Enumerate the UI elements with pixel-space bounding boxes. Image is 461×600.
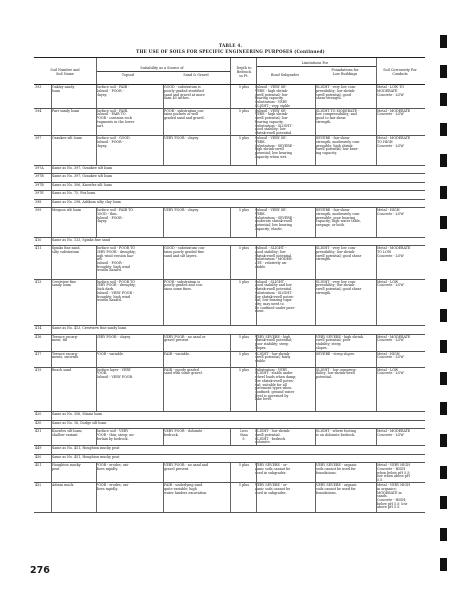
soil-number: 410 [35, 237, 42, 242]
index-tab-mark [440, 340, 447, 353]
same-as-note: Same as No. 16, Dodge silt loam [52, 420, 107, 425]
soil-number: 416 [35, 334, 42, 339]
table-row [34, 455, 425, 464]
table-row [34, 352, 425, 368]
soil-name: Ozaukee silt loam [52, 136, 82, 141]
same-as-note: Same as No. 451, Houghton mucky peat [52, 446, 120, 451]
same-as-note: Same as No. 75, Fox loam [52, 191, 96, 196]
topsoil-suitability: Surface soil - POOR TO VERY POOR - droughty; thick dark. Subsoil - VERY POOR - droughty; high wind erosion hazard. [96, 279, 137, 303]
road-subgrade-limitation: VERY SEVERE - or- ganic soils cannot be used in subgrades. [255, 483, 291, 495]
foundation-limitation: SLIGHT - very low com- pressibility; low shrink- swell potential; good shear strength. [316, 85, 356, 101]
index-tab-mark [440, 35, 447, 48]
sand-gravel-suitability: VERY POOR - no sand and gravel present. [164, 463, 209, 471]
table-body [34, 85, 425, 513]
same-as-note: Same as No. 397, Ozaukee silt loam [52, 174, 113, 179]
index-tab-mark [440, 65, 447, 78]
soil-number: 397B [35, 174, 44, 179]
road-subgrade-limitation: VERY SEVERE - high shrink-swell potential; poor stability; steep slopes. [255, 334, 293, 350]
conduit-corrosivity: Metal - HIGH Concrete - LOW [377, 351, 404, 360]
soil-name: Knowles silt loam, shallow variant [52, 429, 83, 437]
index-tab-mark [440, 123, 447, 136]
header-soil-number: Soil Number and Soil Name [50, 68, 80, 76]
table-row [34, 174, 425, 183]
table-row [34, 446, 425, 455]
soil-number: 451 [35, 463, 42, 468]
conduit-corrosivity: Metal - VERY HIGH Concrete - HIGH when below pH 5.5; low when above pH 5.5. [377, 463, 411, 482]
sand-gravel-suitability: VERY POOR - clayey. [164, 208, 199, 213]
table-row [34, 280, 425, 327]
soil-number: 413 [35, 279, 42, 284]
page-number: 276 [30, 565, 50, 576]
same-as-note: Same as No. 298, Ashkum silty clay loam [52, 199, 121, 204]
header-road-subgrades: Road Subgrades [270, 73, 300, 77]
header-depth-to-bedrock: Depth to Bedrock in Ft. [236, 66, 252, 78]
sand-gravel-suitability: FAIR - variable. [164, 351, 190, 356]
table-row [34, 200, 425, 209]
index-tab-mark [440, 248, 447, 261]
foundation-limitation: SLIGHT - low compress- ibility; low shrink-swell potential. [316, 367, 357, 380]
sand-gravel-suitability: VERY POOR - no sand or gravel present [164, 334, 206, 343]
foundation-limitation: SEVERE - steep slopes. [316, 351, 356, 356]
soil-number: 397A [35, 165, 44, 170]
road-subgrade-limitation: SLIGHT - low shrink- swell potential. SLIGHT - bedrock dolomite. [255, 429, 291, 445]
depth-to-bedrock: 5 plus [238, 279, 250, 284]
table-row [34, 429, 425, 446]
soil-number: 414 [35, 326, 42, 331]
index-tab-mark [440, 154, 447, 167]
road-subgrade-limitation: Substratum - VERY SLIGHT - stable under wheel loads when damp; low shrink-swell poten- tial; suitable for all pavement types when confined; ground water level is governed by lake level. [255, 367, 297, 402]
conduit-corrosivity: Metal - MODERATE Concrete - LOW [377, 108, 411, 117]
conduit-corrosivity: Metal - LOW Concrete - LOW [377, 367, 404, 376]
sand-gravel-suitability: FAIR - poorly graded sand with some gravel. [164, 367, 203, 376]
index-tab-mark [440, 309, 447, 322]
header-topsoil: Topsoil [121, 73, 135, 77]
soil-number: 449 [35, 446, 42, 451]
soil-number: 397B [35, 182, 44, 187]
foundation-limitation: SLIGHT - very low com- pressibility; low shrink- swell potential; good shear strength. [316, 246, 362, 262]
topsoil-suitability: Surface soil - FAIR. Subsoil - FAIR TO POOR - contains rock fragments in the lower part. [96, 108, 135, 128]
same-as-note: Same as No. 306, Knowles silt loam [52, 182, 112, 187]
road-subgrade-limitation: Subsoil - VERY SE- VERE. Substratum - SEVERE - moderate shrink-swell potential; low bearing capacity; elastic. [255, 208, 295, 231]
table-row [34, 335, 425, 352]
road-subgrade-limitation: Subsoil - SLIGHT - good stability; low shrink-swell potential. Substratum - MODER- ATE - relatively un- stable. [255, 246, 293, 269]
road-subgrade-limitation: Subsoil - VERY SE- VERE. Substratum - SEVERE - high shrink-swell potential; low bearing capacity when wet. [255, 136, 295, 159]
conduit-corrosivity: Metal - LOW TO MODERATE Concrete - LOW [377, 85, 405, 97]
foundation-limitation: SLIGHT - where footing is on dolomite bedrock. [316, 429, 356, 437]
soil-number: 399 [35, 208, 42, 213]
depth-to-bedrock: 5 plus [238, 136, 250, 141]
depth-to-bedrock: 5 plus [238, 367, 250, 372]
table-row [34, 368, 425, 413]
index-tab-mark [440, 528, 447, 541]
soil-number: 431 [35, 429, 42, 434]
sand-gravel-suitability: FAIR - underlying sand quite variable; high water hinders excavation. [164, 483, 208, 495]
index-tab-mark [440, 186, 447, 199]
soil-number: 430 [35, 420, 42, 425]
sand-gravel-suitability: VERY POOR - dolomite bedrock. [164, 429, 203, 437]
same-as-note: Same as No. 133, Spinks fine sand [52, 237, 110, 242]
topsoil-suitability: POOR - erodes; oxi- dizes rapidly. [96, 463, 129, 471]
sand-gravel-suitability: GOOD - substratum con- tains poorly graded fine sand and silt layers. [164, 246, 206, 258]
soil-number: 393 [35, 85, 42, 90]
foundation-limitation: VERY SEVERE - high shrink swell potential; poor stability; steep slopes. [316, 334, 363, 350]
header-corrosivity: Soil Corrosivity For Conduits [383, 68, 417, 76]
foundation-limitation: SLIGHT - very low com- pressibility; low shrink- swell potential; good shear strength. [316, 279, 362, 295]
foundation-limitation: SLIGHT TO MODERATE - low compressibility; and good to fair shear strength. [316, 108, 360, 124]
soil-number: 419 [35, 367, 42, 372]
soil-number: 452 [35, 483, 42, 488]
table-row [34, 463, 425, 483]
header-suitability-group: Suitability as a Source of [140, 66, 184, 70]
table-row [34, 85, 425, 109]
soil-name: Mequon silt loam [52, 208, 82, 213]
index-tab-mark [440, 496, 447, 509]
road-subgrade-limitation: Subsoil - VERY SE- VERE - high shrink- swell potential; low bearing capacity. Substratum - VERY SLIGHT - very stable [255, 85, 291, 108]
sand-gravel-suitability: POOR - substratum is poorly graded and con- tains some fines. [164, 279, 203, 292]
topsoil-suitability: POOR - erodes; oxi- dizes rapidly. [96, 483, 129, 491]
soil-name: Crestview fine sandy loam [52, 279, 77, 288]
soil-name: Terrace escarp- ments, outwash [52, 351, 79, 360]
conduit-corrosivity: Metal - MODERATE TO HIGH Concrete - LOW [377, 136, 411, 148]
soil-number: 420 [35, 412, 42, 417]
topsoil-suitability: VERY POOR - clayey. [96, 334, 131, 339]
same-as-note: Same as No. 356, Miami loam [52, 412, 103, 417]
soil-name: Terrace escarp- ment, till [52, 334, 79, 343]
same-as-note: Same as No. 413, Crestview fine sandy loam [52, 326, 127, 331]
depth-to-bedrock: 5 plus [238, 246, 250, 251]
road-subgrade-limitation: Subsoil - SLIGHT - good stability and low shrink-swell potential. Substratum - SLIGHT - low shrink-swell poten- tial; low bearing capa- city; may need to be confined under pave- ment. [255, 279, 296, 314]
table-row [34, 238, 425, 247]
topsoil-suitability: Surface soil - GOOD. Subsoil - POOR - clayey. [96, 136, 131, 148]
depth-to-bedrock: 5 plus [238, 463, 250, 468]
table-row [34, 412, 425, 421]
soil-name: Beach sand [52, 367, 72, 372]
soil-name: Spinks fine sand, silty substratum [52, 246, 81, 254]
topsoil-suitability: Surface soil - FAIR TO GOOD - thin. Subsoil - POOR - clayey. [96, 208, 134, 224]
topsoil-suitability: POOR - variable. [96, 351, 124, 356]
soil-name: Houghton mucky peat [52, 463, 81, 471]
conduit-corrosivity: Metal - VERY HIGH in organics; MODERATE in sands. Concrete - HIGH; below pH 5.5; low above pH 5.5. [377, 483, 410, 510]
index-tab-mark [440, 93, 447, 106]
foundation-limitation: SEVERE - fair shear strength; moderately com- pressible; high shrink- swell potential; low bear- ing capacity. [316, 136, 361, 155]
table-header [34, 58, 425, 85]
soil-number: 394 [35, 108, 42, 113]
index-tab-mark [440, 402, 447, 415]
road-subgrade-limitation: Subsoil - VERY SE- VERE - high shrink- swell potential; low bearing capacity. Substratum - SLIGHT - good stability; low shrink-swell potential. [255, 108, 294, 135]
soil-name: Adrian muck [52, 483, 74, 488]
header-sand-gravel: Sand & Gravel [183, 73, 209, 77]
soil-number: 417 [35, 351, 42, 356]
foundation-limitation: SEVERE - fair shear strength; moderately com- pressible; poor bearing capacity; high water table, seepage, or both. [316, 208, 361, 227]
table-title: TABLE 4. [218, 43, 243, 48]
depth-to-bedrock: 5 plus [238, 351, 250, 356]
table-row [34, 483, 425, 513]
engineering-soils-table [34, 57, 425, 513]
header-foundations: Foundations for Low Buildings [331, 68, 359, 76]
depth-to-bedrock: 5 plus [238, 483, 250, 488]
road-subgrade-limitation: SLIGHT - low shrink- swell potential; fairly stable. [255, 351, 291, 364]
depth-to-bedrock: 5 plus [238, 85, 250, 90]
soil-number: 397 [35, 136, 42, 141]
depth-to-bedrock: Less than 5. [240, 429, 248, 441]
conduit-corrosivity: Metal - LOW Concrete - LOW [377, 279, 404, 288]
conduit-corrosivity: Metal - HIGH Concrete - LOW [377, 208, 404, 216]
topsoil-suitability: Surface soil - FAIR - Subsoil - POOR - clayey. [96, 85, 130, 97]
soil-number: 397E [35, 191, 44, 196]
depth-to-bedrock: 5 plus [238, 334, 250, 339]
sand-gravel-suitability: POOR - substratum con- tains pockets of well graded sand and gravel. [164, 108, 205, 121]
table-row [34, 136, 425, 166]
soil-number: 398 [35, 199, 42, 204]
index-tab-mark [440, 558, 447, 571]
foundation-limitation: VERY SEVERE - organic soils cannot be used for foundations. [316, 463, 357, 475]
depth-to-bedrock: 5 plus [238, 108, 250, 113]
same-as-note: Same as No. 397, Ozaukee silt loam [52, 165, 113, 170]
road-subgrade-limitation: VERY SEVERE - or- ganic soils cannot be used in subgrades. [255, 463, 291, 475]
table-row [34, 183, 425, 192]
conduit-corrosivity: Metal - MODERATE TO LOW Concrete - LOW [377, 246, 411, 258]
table-row [34, 326, 425, 335]
sand-gravel-suitability: VERY POOR - clayey. [164, 136, 199, 141]
topsoil-suitability: Surface layer - VERY POOR. Subsoil - VERY POOR. [96, 367, 134, 380]
header-limitations-group: Limitations For [301, 61, 329, 65]
index-tab-mark [440, 466, 447, 479]
soil-name: Oakley sandy loam [52, 85, 75, 93]
table-row [34, 421, 425, 430]
table-row [34, 208, 425, 238]
foundation-limitation: VERY SEVERE - organic soils cannot be used for foundations. [316, 483, 357, 495]
index-tab-mark [440, 216, 447, 229]
topsoil-suitability: Surface soil - VERY POOR - thin; steep; un- derlain by bedrock. [96, 429, 135, 441]
table-row [34, 109, 425, 137]
index-tab-mark [440, 372, 447, 385]
sand-gravel-suitability: GOOD - substratum is poorly graded stratified sand and gravel at more than 40 inches. [164, 85, 205, 101]
table-row [34, 166, 425, 175]
table-subtitle: THE USE OF SOILS FOR SPECIFIC ENGINEERING PURPOSES (Continued) [136, 49, 325, 54]
conduit-corrosivity: Metal - MODERATE Concrete - LOW [377, 429, 411, 437]
soil-number: 411 [35, 246, 42, 251]
conduit-corrosivity: Metal - MODERATE Concrete - LOW [377, 334, 411, 343]
table-row [34, 191, 425, 200]
topsoil-suitability: Surface soil - POOR TO VERY POOR - droughty; high wind erosion haz- ard. Subsoil - POOR - droughty; high wind erosion hazard. [96, 246, 137, 273]
table-row [34, 246, 425, 280]
soil-name: Parr sandy loam [52, 108, 80, 113]
same-as-note: Same as No. 451, Houghton mucky peat [52, 454, 120, 459]
index-tab-mark [440, 434, 447, 447]
depth-to-bedrock: 5 plus [238, 208, 250, 213]
soil-number: 450 [35, 454, 42, 459]
index-tab-mark [440, 279, 447, 292]
